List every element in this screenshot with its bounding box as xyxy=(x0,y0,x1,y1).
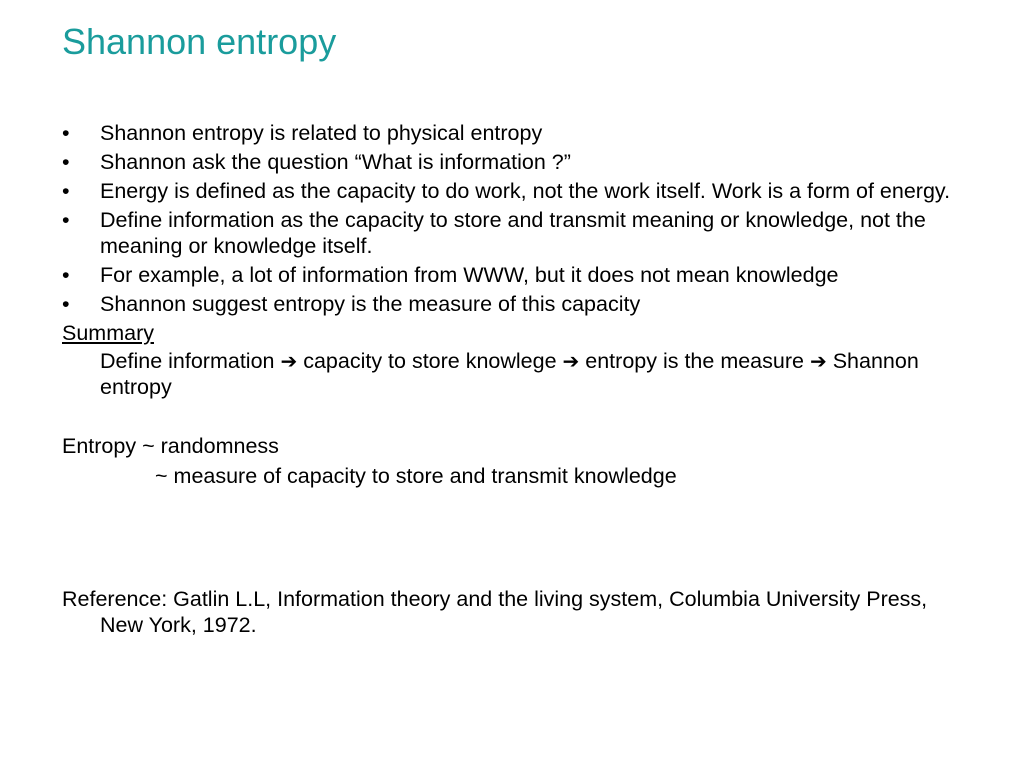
bullet-item xyxy=(62,178,962,204)
right-arrow-icon: ➔ xyxy=(562,349,580,373)
bullet-text: Shannon entropy is related to physical entropy xyxy=(100,121,543,145)
bullet-text: Define information as the capacity to store and transmit meaning or knowledge, not the meaning or knowledge itself. xyxy=(100,208,926,258)
bullet-item xyxy=(62,291,962,317)
slide-title: Shannon entropy xyxy=(62,21,337,62)
bullet-icon: • xyxy=(62,263,70,287)
bullet-icon: • xyxy=(62,179,70,203)
right-arrow-icon: ➔ xyxy=(809,349,827,373)
bullet-icon: • xyxy=(62,150,70,174)
bullet-icon: • xyxy=(62,292,70,316)
entropy-line: Entropy ~ randomness xyxy=(62,434,279,458)
summary-text xyxy=(62,348,962,400)
entropy-line: ~ measure of capacity to store and transmit knowledge xyxy=(155,464,677,488)
bullet-item xyxy=(62,149,962,175)
summary-part: Define information xyxy=(100,349,281,373)
bullet-item xyxy=(62,262,962,288)
right-arrow-icon: ➔ xyxy=(280,349,298,373)
bullet-icon: • xyxy=(62,121,70,145)
reference-text: Reference: Gatlin L.L, Information theory and the living system, Columbia University Press, New York, 1972. xyxy=(62,587,928,637)
summary-part: entropy is the measure xyxy=(579,349,810,373)
bullet-icon: • xyxy=(62,208,70,232)
summary-part: capacity to store knowlege xyxy=(297,349,563,373)
summary-part: Shannon entropy xyxy=(100,349,919,399)
summary-heading: Summary xyxy=(62,321,154,345)
bullet-item xyxy=(62,120,962,146)
bullet-text: Shannon ask the question “What is information ?” xyxy=(100,150,571,174)
bullet-text: Energy is defined as the capacity to do work, not the work itself. Work is a form of energy. xyxy=(100,179,951,203)
bullet-text: Shannon suggest entropy is the measure of this capacity xyxy=(100,292,641,316)
bullet-item xyxy=(62,207,962,259)
slide-body xyxy=(62,120,962,638)
bullet-text: For example, a lot of information from WWW, but it does not mean knowledge xyxy=(100,263,839,287)
